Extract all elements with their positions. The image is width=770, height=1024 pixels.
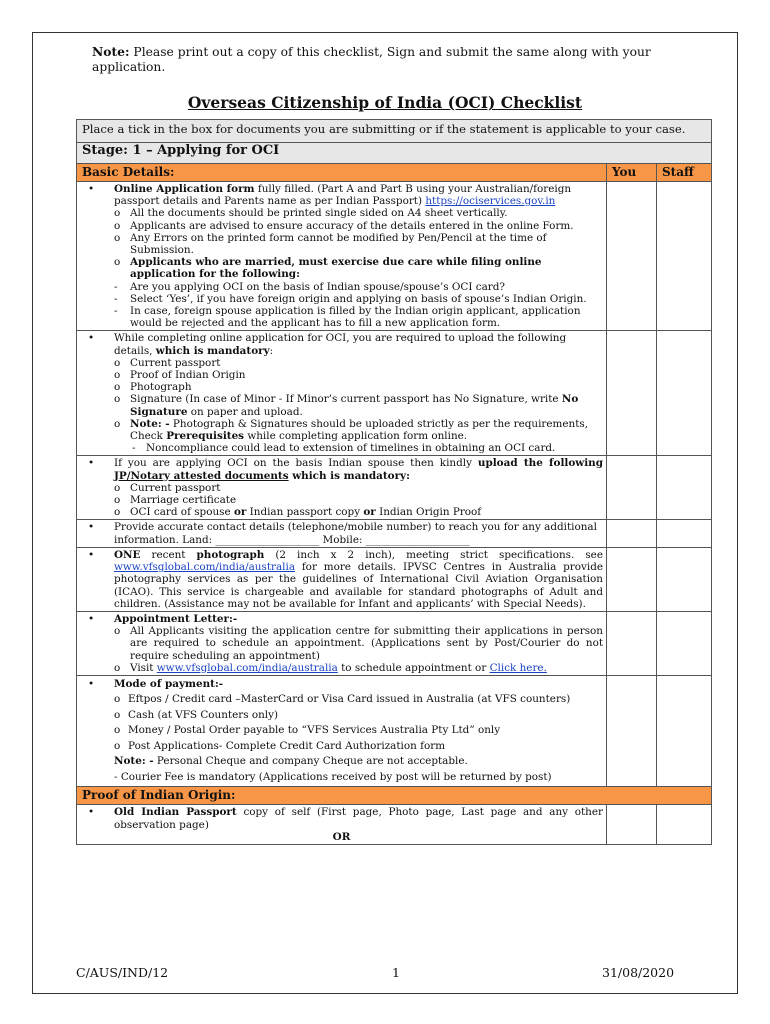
bullet-icon: • (88, 806, 95, 819)
vfs-link[interactable]: www.vfsglobal.com/india/australia (156, 661, 338, 674)
you-checkbox[interactable] (607, 675, 657, 787)
staff-checkbox[interactable] (657, 520, 712, 547)
note-label: Note: (92, 44, 130, 59)
circle-bullet-icon: o (114, 393, 121, 406)
col-staff-header: Staff (657, 164, 712, 182)
you-checkbox[interactable] (607, 805, 657, 845)
circle-bullet-icon: o (114, 708, 121, 721)
you-checkbox[interactable] (607, 456, 657, 520)
bullet-icon: • (88, 677, 95, 690)
dash-icon: - (132, 442, 136, 455)
page-title: Overseas Citizenship of India (OCI) Checklist (187, 93, 583, 112)
table-row (77, 520, 712, 547)
you-checkbox[interactable] (607, 520, 657, 547)
circle-bullet-icon: o (114, 625, 121, 638)
item-appointment-letter: • Appointment Letter:- o All Applicants visiting the application centre for submitting their applications in person are required to schedule an appointment. (Applications sent by Post/Courier do not require scheduling an appointment) o Visit www.vfsglobal.com/india/australia to schedule appointment or Click here. (77, 611, 607, 675)
proof-origin-header: Proof of Indian Origin: (77, 787, 712, 805)
bullet-icon: • (88, 183, 95, 195)
staff-checkbox[interactable] (657, 547, 712, 611)
staff-checkbox[interactable] (657, 611, 712, 675)
circle-bullet-icon: o (114, 369, 121, 382)
staff-checkbox[interactable] (657, 675, 712, 787)
circle-bullet-icon: o (114, 724, 121, 737)
circle-bullet-icon: o (114, 231, 121, 244)
circle-bullet-icon: o (114, 417, 121, 430)
table-row (77, 120, 712, 143)
staff-checkbox[interactable] (657, 182, 712, 331)
table-row (77, 787, 712, 805)
table-row (77, 143, 712, 164)
you-checkbox[interactable] (607, 182, 657, 331)
circle-bullet-icon: o (114, 381, 121, 394)
circle-bullet-icon: o (114, 693, 121, 706)
item-online-form: • Online Application form fully filled. (Part A and Part B using your Australian/foreign passport details and Parents name as per Indian Passport) https://ociservices.gov.in o All the documents should be printed single sided on A4 sheet vertically. o Applicants are advised to ensure accuracy of the details entered in the online Form. o Any Errors on the printed form cannot be modified by Pen/Pencil at the time of Submission. o Applicants who are married, must exercise due care while filing online application for the following: - Are you applying OCI on the basis of Indian spouse/spouse’s OCI card? - Select ‘Yes’, if you have foreign origin and applying on basis of spouse’s Indian Origin. - In case, foreign spouse application is filled by the Indian origin applicant, application would be rejected and the applicant has to fill a new application form. (77, 182, 607, 331)
table-row (77, 164, 712, 182)
circle-bullet-icon: o (114, 256, 121, 269)
table-row (77, 456, 712, 520)
table-row (77, 805, 712, 845)
bullet-icon: • (88, 332, 95, 345)
circle-bullet-icon: o (114, 661, 121, 674)
table-row (77, 611, 712, 675)
page-number: 1 (392, 965, 400, 980)
vfs-link[interactable]: www.vfsglobal.com/india/australia (114, 561, 296, 574)
circle-bullet-icon: o (114, 356, 121, 369)
item-old-passport: • Old Indian Passport copy of self (First page, Photo page, Last page and any other observation page) OR (77, 805, 607, 845)
dash-icon: - (114, 280, 118, 293)
dash-icon: - (114, 292, 118, 305)
circle-bullet-icon: o (114, 219, 121, 232)
you-checkbox[interactable] (607, 547, 657, 611)
circle-bullet-icon: o (114, 739, 121, 752)
stage-heading: Stage: 1 – Applying for OCI (77, 143, 712, 164)
click-here-link[interactable]: Click here. (489, 661, 547, 674)
item-payment-mode: • Mode of payment:- o Eftpos / Credit card –MasterCard or Visa Card issued in Australia (at VFS counters) o Cash (at VFS Counters only) o Money / Postal Order payable to “VFS Services Australia Pty Ltd” only o Post Applications- Complete Credit Card Authorization form Note: - Personal Cheque and company Cheque are not acceptable. - Courier Fee is mandatory (Applications received by post will be returned by post) (77, 675, 607, 787)
circle-bullet-icon: o (114, 506, 121, 519)
checklist-table (76, 119, 712, 845)
item-contact-details: • Provide accurate contact details (telephone/mobile number) to reach you for any additional information. Land: ____________________ Mobile: ____________________ (77, 520, 607, 547)
item-upload-details: • While completing online application for OCI, you are required to upload the following details, which is mandatory: o Current passport o Proof of Indian Origin o Photograph o Signature (In case of Minor - If Minor’s current passport has No Signature, write No Signature on paper and upload. o Note: - Photograph & Signatures should be uploaded strictly as per the requirements, Check Prerequisites while completing application form online. - Noncompliance could lead to extension of timelines in obtaining an OCI card. (77, 331, 607, 456)
bullet-icon: • (88, 612, 95, 625)
note (92, 44, 692, 75)
table-row (77, 182, 712, 331)
intro-text: Place a tick in the box for documents you are submitting or if the statement is applicable to your case. (77, 120, 712, 143)
staff-checkbox[interactable] (657, 331, 712, 456)
you-checkbox[interactable] (607, 611, 657, 675)
you-checkbox[interactable] (607, 331, 657, 456)
staff-checkbox[interactable] (657, 456, 712, 520)
circle-bullet-icon: o (114, 481, 121, 494)
item-photograph: • ONE recent photograph (2 inch x 2 inch), meeting strict specifications. see www.vfsglobal.com/india/australia for more details. IPVSC Centres in Australia provide photography services as per the guidelines of International Civil Aviation Organisation (ICAO). This service is chargeable and available for standard photographs of Adult and children. (Assistance may not be available for Infant and applicants’ with Special Needs). (77, 547, 607, 611)
note-text: Please print out a copy of this checklist, Sign and submit the same along with your application. (92, 45, 651, 74)
circle-bullet-icon: o (114, 207, 121, 220)
basic-details-header: Basic Details: (77, 164, 607, 182)
or-separator: OR (332, 830, 351, 843)
item-spouse-documents: • If you are applying OCI on the basis Indian spouse then kindly upload the following JP/Notary attested documents which is mandatory: o Current passport o Marriage certificate o OCI card of spouse or Indian passport copy or Indian Origin Proof (77, 456, 607, 520)
dash-icon: - (114, 305, 118, 318)
bullet-icon: • (88, 548, 95, 561)
table-row (77, 331, 712, 456)
oci-services-link[interactable]: https://ociservices.gov.in (425, 195, 556, 208)
form-date: 31/08/2020 (602, 965, 675, 980)
table-row (77, 675, 712, 787)
form-code: C/AUS/IND/12 (76, 965, 169, 980)
circle-bullet-icon: o (114, 494, 121, 507)
bullet-icon: • (88, 521, 95, 534)
table-row (77, 547, 712, 611)
col-you-header: You (607, 164, 657, 182)
bullet-icon: • (88, 457, 95, 470)
staff-checkbox[interactable] (657, 805, 712, 845)
